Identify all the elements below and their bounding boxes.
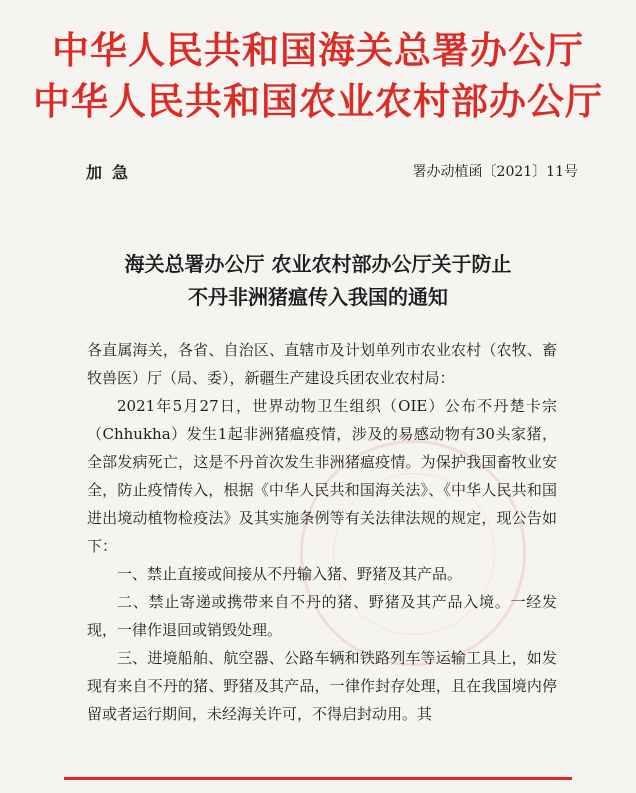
urgency-label: 加急 <box>86 163 139 182</box>
document-title-line-1: 海关总署办公厅 农业农村部办公厅关于防止 <box>124 252 512 276</box>
item-2-paragraph: 二、禁止寄递或携带来自不丹的猪、野猪及其产品入境。一经发现，一律作退回或销毁处理。 <box>87 593 557 639</box>
document-title-line-2: 不丹非洲猪瘟传入我国的通知 <box>188 285 448 309</box>
intro-paragraph: 2021年5月27日，世界动物卫生组织（OIE）公布不丹楚卡宗（Chhukha）发生1起非洲猪瘟疫情，涉及的易感动物有30头家猪，全部发病死亡，这是不丹首次发生非洲猪瘟疫情。为保护我国畜牧业安全，防止疫情传入，根据《中华人民共和国海关法》、《中华人民共和国进出境动植物检疫法》及其实施条例等有关法律法规的规定，现公告如下： <box>87 397 557 555</box>
item-3-paragraph: 三、进境船舶、航空器、公路车辆和铁路列车等运输工具上，如发现有来自不丹的猪、野猪及其产品，一律作封存处理，且在我国境内停留或者运行期间，未经海关许可，不得启封动用。其 <box>87 649 557 723</box>
document-number: 署办动植函〔2021〕11号 <box>412 164 578 180</box>
issuer-header-customs: 中华人民共和国海关总署办公厅 <box>52 29 584 72</box>
footer-red-rule <box>64 777 572 780</box>
item-1-paragraph: 一、禁止直接或间接从不丹输入猪、野猪及其产品。 <box>117 565 463 583</box>
salutation-paragraph: 各直属海关，各省、自治区、直辖市及计划单列市农业农村（农牧、畜牧兽医）厅（局、委），新疆生产建设兵团农业农村局： <box>87 341 557 387</box>
issuer-header-agriculture: 中华人民共和国农业农村部办公厅 <box>33 80 603 123</box>
